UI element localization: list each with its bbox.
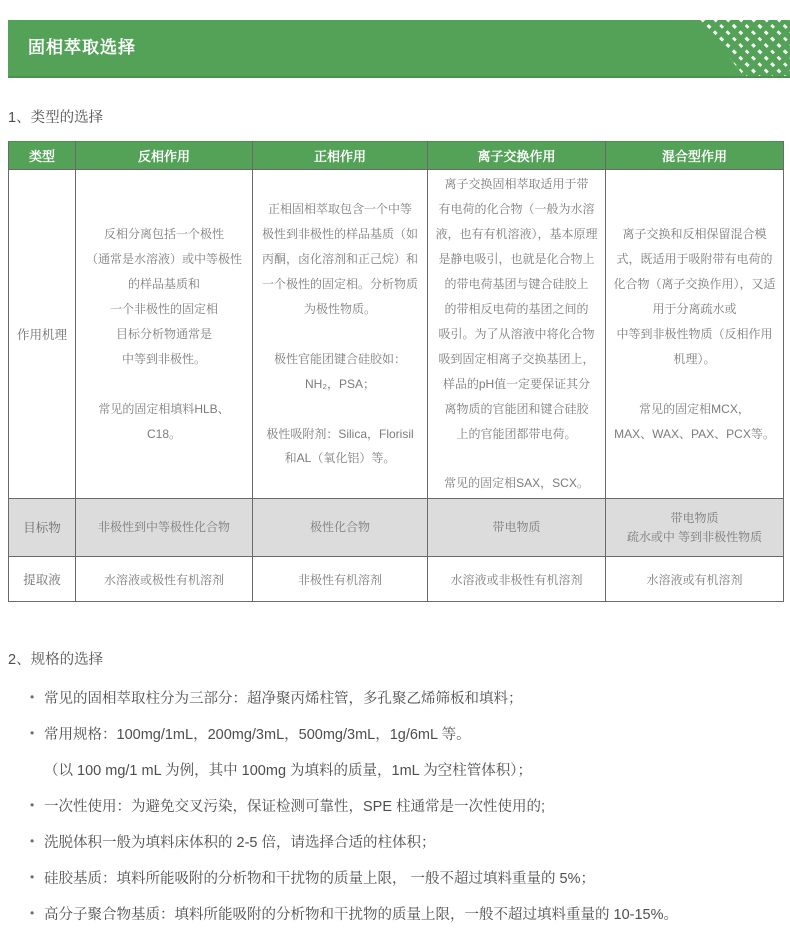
row-label-mechanism: 作用机理 [9,170,76,499]
list-item [30,689,790,710]
bullet-text: 洗脱体积一般为填料床体积的 2-5 倍，请选择合适的柱体积； [44,835,436,852]
cell-extract-mixed-mode: 水溶液或有机溶剂 [606,557,784,602]
diagonal-stripes-decoration [680,20,790,76]
cell-target-reversed-phase: 非极性到中等极性化合物 [76,499,253,557]
bullet-dot: • [30,870,35,885]
row-label-target: 目标物 [9,499,76,557]
page-banner [8,20,790,78]
bullet-note: （以 100 mg/1 mL 为例，其中 100mg 为填料的质量，1mL 为空柱管体积）； [44,763,532,780]
list-item [30,869,790,890]
cell-extract-normal-phase: 非极性有机溶剂 [253,557,428,602]
cell-mechanism-normal-phase: 正相固相萃取包含一个中等 极性到非极性的样品基质（如 丙酮，卤化溶剂和正己烷）和 一个极性的固定相。分析物质 为极性物质。 极性官能团键合硅胶如： NH₂，PSA； 极性吸附剂：Silica，Florisil 和AL（氧化铝）等。 [253,170,428,499]
bullet-text: 高分子聚合物基质：填料所能吸附的分析物和干扰物的质量上限，一般不超过填料重量的 10-15%。 [44,907,679,924]
cell-extract-reversed-phase: 水溶液或极性有机溶剂 [76,557,253,602]
bullet-dot: • [30,726,35,741]
list-item [30,725,790,782]
row-label-extract: 提取液 [9,557,76,602]
cell-mechanism-ion-exchange: 离子交换固相萃取适用于带 有电荷的化合物（一般为水溶 液，也有有机溶液），基本原理 是静电吸引，也就是化合物上 的带电荷基团与键合硅胶上 的带相反电荷的基团之间的 吸引。为了从溶液中将化合物 吸到固定相离子交换基团上， 样品的pH值一定要保证其分 离物质的官能团和键合硅胶 上的官能团都带电荷。 常见的固定相SAX，SCX。 [428,170,606,499]
list-item [30,797,790,818]
cell-target-mixed-mode: 带电物质 疏水或中 等到非极性物质 [606,499,784,557]
table-row-target [9,499,784,557]
header-mixed-mode: 混合型作用 [606,142,784,170]
bullet-dot: • [30,798,35,813]
bullet-dot: • [30,834,35,849]
list-item [30,833,790,854]
header-normal-phase: 正相作用 [253,142,428,170]
section2-title: 2、规格的选择 [8,652,104,669]
bullet-text: 常用规格：100mg/1mL，200mg/3mL，500mg/3mL，1g/6mL 等。 [44,727,471,744]
cell-target-ion-exchange: 带电物质 [428,499,606,557]
table-row-extract [9,557,784,602]
page-title: 固相萃取选择 [28,38,136,57]
header-ion-exchange: 离子交换作用 [428,142,606,170]
bullet-dot: • [30,690,35,705]
cell-mechanism-reversed-phase: 反相分离包括一个极性 （通常是水溶液）或中等极性 的样品基质和 一个非极性的固定相 目标分析物通常是 中等到非极性。 常见的固定相填料HLB、C18。 [76,170,253,499]
spe-type-table [8,141,784,602]
cell-mechanism-mixed-mode: 离子交换和反相保留混合模 式，既适用于吸附带有电荷的 化合物（离子交换作用），又适 用于分离疏水或 中等到非极性物质（反相作用 机理）。 常见的固定相MCX， MAX、WAX、PAX、PCX等。 [606,170,784,499]
bullet-text: 硅胶基质：填料所能吸附的分析物和干扰物的质量上限， 一般不超过填料重量的 5%； [44,871,596,888]
header-reversed-phase: 反相作用 [76,142,253,170]
spec-bullet-list [30,689,790,926]
section1-title: 1、类型的选择 [8,110,104,126]
cell-extract-ion-exchange: 水溶液或非极性有机溶剂 [428,557,606,602]
cell-target-normal-phase: 极性化合物 [253,499,428,557]
list-item [30,905,790,926]
bullet-text: 一次性使用：为避免交叉污染，保证检测可靠性，SPE 柱通常是一次性使用的; [44,799,546,816]
header-type: 类型 [9,142,76,170]
bullet-text: 常见的固相萃取柱分为三部分：超净聚丙烯柱管，多孔聚乙烯筛板和填料； [44,691,523,708]
table-row-mechanism [9,170,784,499]
table-header-row [9,142,784,170]
bullet-dot: • [30,906,35,921]
